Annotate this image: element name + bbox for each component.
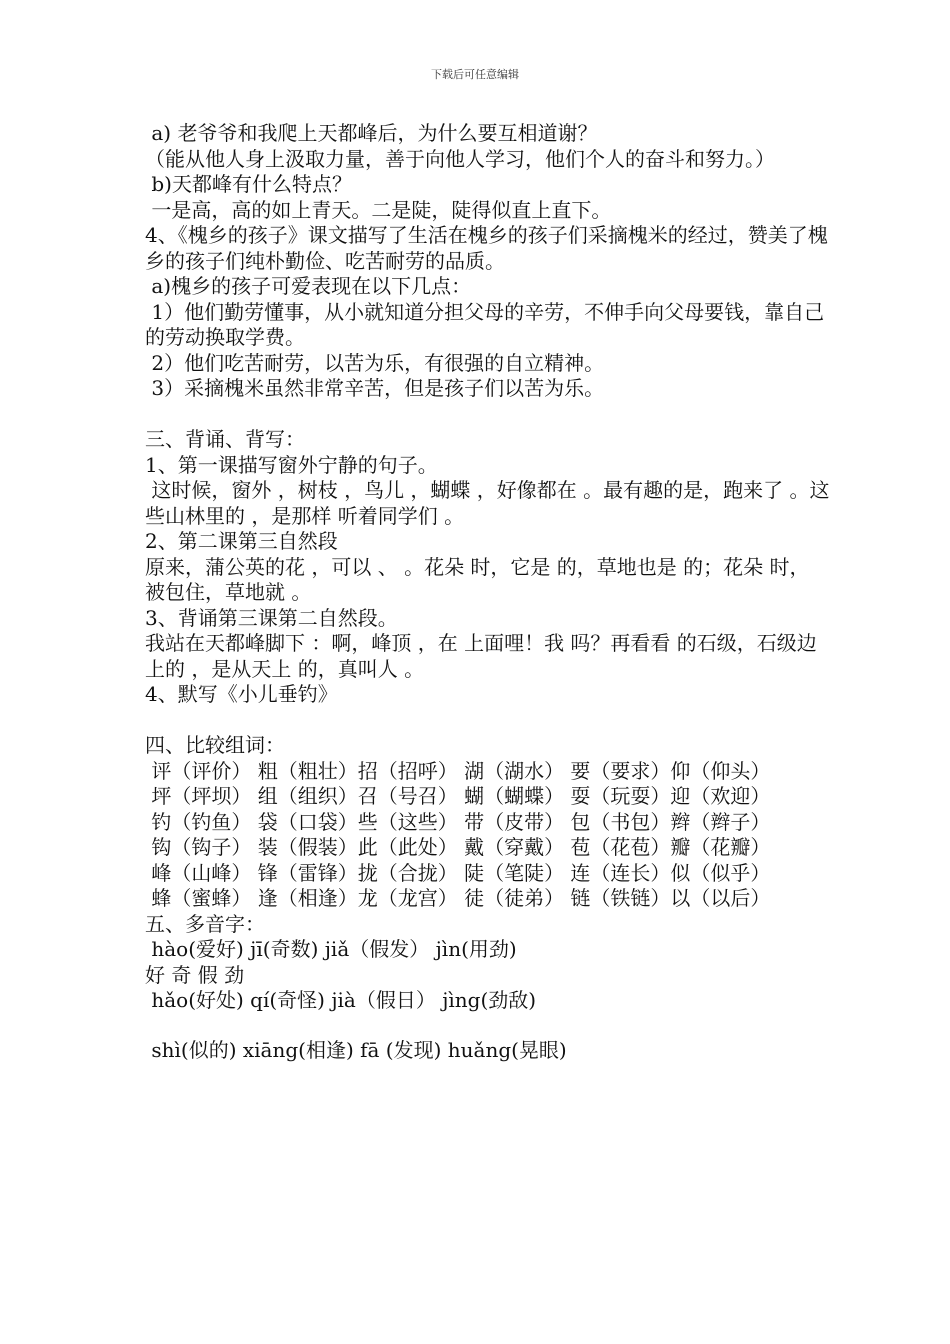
recite-item-3-text: 我站在天都峰脚下 ：啊，峰顶 ，在 上面哩！我 吗？再看看 的石级，石级边上的 ，是从天上 的，真叫人 。 [145, 631, 817, 681]
question-a-huaixiang: a)槐乡的孩子可爱表现在以下几点： [145, 274, 472, 298]
question-b-tiandu-features: b)天都峰有什么特点？ [145, 172, 352, 196]
recite-item-4: 4、默写《小儿垂钓》 [145, 682, 338, 706]
document-body [145, 121, 835, 1063]
recite-item-1: 1、第一课描写窗外宁静的句子。 [145, 452, 438, 477]
recite-item-3: 3、背诵第三课第二自然段。 [145, 605, 398, 630]
answer-b-tiandu-features: 一是高，高的如上青天。二是陡，陡得似直上直下。 [145, 197, 612, 222]
answer-a-climb-thanks: （能从他人身上汲取力量，善于向他人学习，他们个人的奋斗和努力。） [145, 146, 775, 171]
word-compare-row: 蜂（蜜蜂） 逢（相逢）龙（龙宫） 徒（徒弟） 链（铁链）以（以后） [145, 886, 771, 910]
polyphone-characters: 好 奇 假 劲 [145, 962, 245, 987]
answer-point-2: 2）他们吃苦耐劳，以苦为乐，有很强的自立精神。 [145, 350, 605, 375]
word-compare-row: 钓（钓鱼） 袋（口袋）些（这些） 带（皮带） 包（书包）辫（辫子） [145, 809, 771, 834]
polyphone-row-bottom: hǎo(好处) qí(奇怪) jià（假日） jìng(劲敌) [145, 988, 537, 1012]
polyphone-row-extra: shì(似的) xiāng(相逢) fā (发现) huǎng(晃眼) [145, 1037, 567, 1062]
blank-line [145, 1014, 835, 1038]
section-5-heading: 五、多音字： [145, 911, 265, 936]
answer-point-3: 3）采摘槐米虽然非常辛苦，但是孩子们以苦为乐。 [145, 376, 605, 400]
question-a-climb-thanks: a) 老爷爷和我爬上天都峰后，为什么要互相道谢？ [145, 121, 598, 145]
polyphone-row-top: hào(爱好) jī(奇数) jiǎ（假发） jìn(用劲) [145, 937, 517, 961]
word-compare-row: 峰（山峰） 锋（雷锋）拢（合拢） 陡（笔陡） 连（连长）似（似乎） [145, 860, 771, 885]
word-compare-row: 坪（坪坝） 组（组织）召（号召） 蝴（蝴蝶） 耍（玩耍）迎（欢迎） [145, 784, 771, 808]
recite-item-1-text: 这时候，窗外 ，树枝 ，鸟儿 ，蝴蝶 ，好像都在 。最有趣的是，跑来了 。这些山林里的 ，是那样 听着同学们 。 [145, 478, 830, 528]
blank-line [145, 402, 835, 428]
word-compare-row: 钩（钩子） 装（假装）此（此处） 戴（穿戴） 苞（花苞）瓣（花瓣） [145, 835, 771, 859]
page-header: 下载后可任意编辑 [431, 68, 519, 81]
blank-line [145, 708, 835, 734]
section-3-heading: 三、背诵、背写： [145, 427, 305, 451]
recite-item-2: 2、第二课第三自然段 [145, 529, 338, 553]
word-compare-row: 评（评价） 粗（粗壮）招（招呼） 湖（湖水） 要（要求）仰（仰头） [145, 758, 771, 783]
recite-item-2-text: 原来，蒲公英的花 ，可以 、 。花朵 时，它是 的，草地也是 的；花朵 时， 被包住，草地就 。 [145, 554, 816, 604]
answer-point-1: 1）他们勤劳懂事，从小就知道分担父母的辛劳，不伸手向父母要钱，靠自己的劳动换取学费。 [145, 299, 825, 349]
section-4-heading: 四、比较组词： [145, 733, 285, 757]
item-4-huaixiang-summary: 4、《槐乡的孩子》课文描写了生活在槐乡的孩子们采摘槐米的经过，赞美了槐乡的孩子们纯朴勤俭、吃苦耐劳的品质。 [145, 223, 828, 273]
